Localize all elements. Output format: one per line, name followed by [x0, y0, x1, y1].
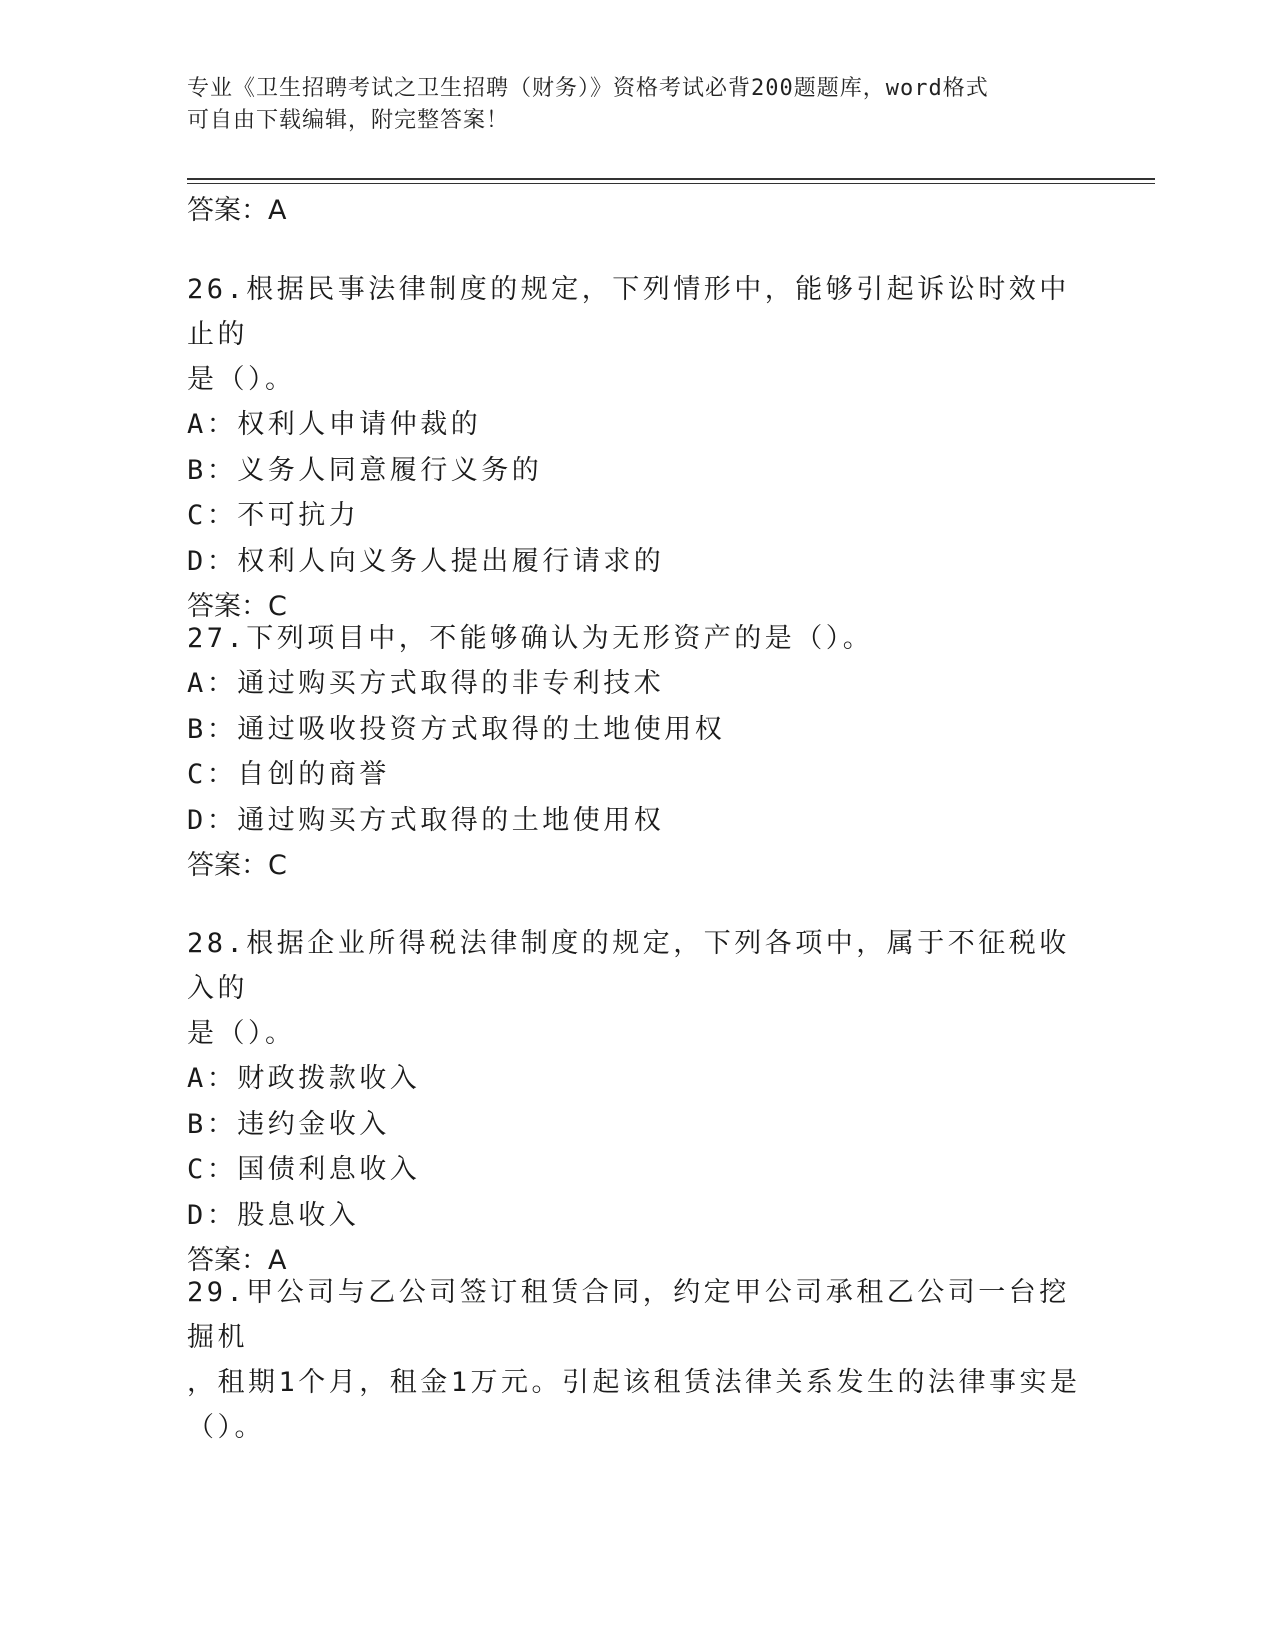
question-stem: 29.甲公司与乙公司签订租赁合同，约定甲公司承租乙公司一台挖掘机: [187, 1277, 1070, 1353]
question-26: [187, 267, 1087, 629]
header-line-2: 可自由下载编辑，附完整答案！: [187, 108, 510, 133]
question-stem-continued: ，租期1个月，租金1万元。引起该租赁法律关系发生的法律事实是: [187, 1367, 1081, 1398]
question-stem: 27.下列项目中，不能够确认为无形资产的是（）。: [187, 623, 874, 654]
question-stem-continued: 是（）。: [187, 364, 296, 395]
question-answer: 答案：A: [187, 1245, 287, 1276]
option-b: B：义务人同意履行义务的: [187, 454, 543, 486]
option-d: D：股息收入: [187, 1199, 360, 1231]
document-header: [187, 73, 1087, 137]
option-a: A：权利人申请仲裁的: [187, 409, 482, 440]
question-27: [187, 616, 1087, 888]
option-b: B：通过吸收投资方式取得的土地使用权: [187, 713, 726, 745]
question-stem: 28.根据企业所得税法律制度的规定，下列各项中，属于不征税收入的: [187, 928, 1070, 1004]
option-c: C：不可抗力: [187, 500, 360, 531]
question-answer: 答案：C: [187, 591, 287, 622]
option-d: D：通过购买方式取得的土地使用权: [187, 804, 665, 836]
option-a: A：通过购买方式取得的非专利技术: [187, 668, 665, 699]
question-stem: 26.根据民事法律制度的规定，下列情形中，能够引起诉讼时效中止的: [187, 274, 1070, 350]
option-c: C：自创的商誉: [187, 759, 390, 790]
question-stem-continued: 是（）。: [187, 1018, 296, 1049]
question-28: [187, 921, 1087, 1283]
option-a: A：财政拨款收入: [187, 1063, 421, 1094]
option-c: C：国债利息收入: [187, 1154, 421, 1185]
header-line-1: 专业《卫生招聘考试之卫生招聘（财务）》资格考试必背200题题库，word格式: [187, 76, 989, 101]
previous-question-answer: 答案：A: [187, 195, 287, 226]
option-b: B：违约金收入: [187, 1108, 390, 1140]
question-answer: 答案：C: [187, 850, 287, 881]
question-29: [187, 1270, 1087, 1450]
question-stem-continued: （）。: [187, 1412, 265, 1443]
header-divider: [187, 178, 1155, 184]
option-d: D：权利人向义务人提出履行请求的: [187, 545, 665, 577]
